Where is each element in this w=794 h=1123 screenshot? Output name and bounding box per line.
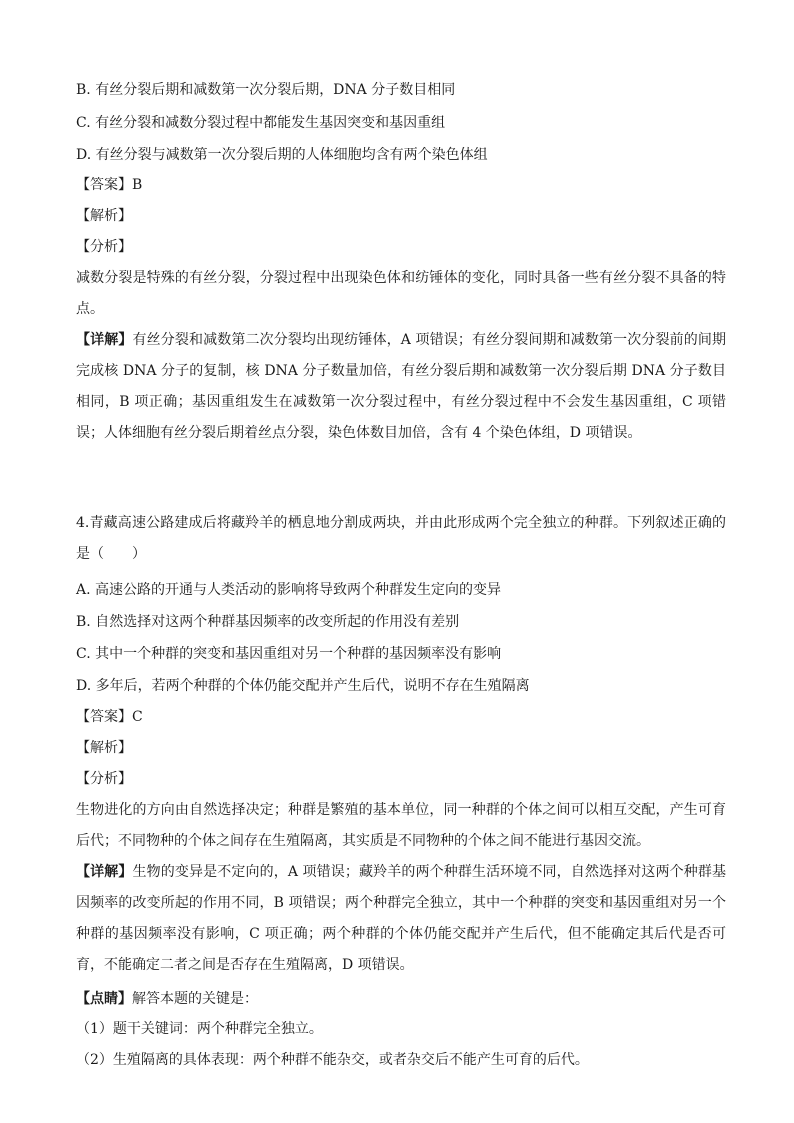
q4-detail (76, 857, 726, 981)
q4-point-1: （1）题干关键词：两个种群完全独立。 (76, 1021, 323, 1037)
q4-point-2: （2）生殖隔离的具体表现：两个种群不能杂交，或者杂交后不能产生可育的后代。 (76, 1052, 589, 1068)
q4-fenxi-heading: 【分析】 (76, 771, 132, 787)
q3-detail (76, 325, 726, 449)
q4-option-c: C. 其中一个种群的突变和基因重组对另一个种群的基因频率没有影响 (76, 646, 502, 662)
q4-option-b: B. 自然选择对这两个种群基因频率的改变所起的作用没有差别 (76, 614, 460, 630)
q4-answer: 【答案】C (76, 709, 143, 725)
q3-fenxi-text: 减数分裂是特殊的有丝分裂，分裂过程中出现染色体和纺锤体的变化，同时具备一些有丝分裂不具备的特点。 (76, 270, 726, 317)
q4-dianjing-text: 解答本题的关键是： (132, 991, 258, 1007)
q4-dianjing (76, 989, 726, 1009)
q3-detail-text: 有丝分裂和减数第二次分裂均出现纺锤体，A 项错误；有丝分裂间期和减数第一次分裂前的间期完成核 DNA 分子的复制，核 DNA 分子数量加倍，有丝分裂后期和减数第一次分裂后期 DNA 分子数目相同，B 项正确；基因重组发生在减数第一次分裂过程中，有丝分裂过程中不会发生基因重组，C 项错误；人体细胞有丝分裂后期着丝点分裂，染色体数目加倍，含有 4 个染色体组，D 项错误。 (76, 332, 726, 441)
q3-answer: 【答案】B (76, 177, 143, 193)
q3-fenxi-heading: 【分析】 (76, 239, 132, 255)
q4-option-a: A. 高速公路的开通与人类活动的影响将导致两个种群发生定向的变异 (76, 582, 502, 598)
q4-analysis-heading: 【解析】 (76, 740, 132, 756)
q3-option-d: D. 有丝分裂与减数第一次分裂后期的人体细胞均含有两个染色体组 (76, 147, 488, 163)
q4-fenxi-text: 生物进化的方向由自然选择决定；种群是繁殖的基本单位，同一种群的个体之间可以相互交配，产生可育后代；不同物种的个体之间存在生殖隔离，其实质是不同物种的个体之间不能进行基因交流。 (76, 802, 726, 849)
q3-detail-label: 【详解】 (76, 332, 133, 348)
q3-option-b: B. 有丝分裂后期和减数第一次分裂后期，DNA 分子数目相同 (76, 82, 456, 98)
q3-option-c: C. 有丝分裂和减数分裂过程中都能发生基因突变和基因重组 (76, 115, 446, 131)
q4-detail-text: 生物的变异是不定向的，A 项错误；藏羚羊的两个种群生活环境不同，自然选择对这两个种群基因频率的改变所起的作用不同，B 项错误；两个种群完全独立，其中一个种群的突变和基因重组对另一个种群的基因频率没有影响，C 项正确；两个种群的个体仍能交配并产生后代，但不能确定其后代是否可育，不能确定二者之间是否存在生殖隔离，D 项错误。 (76, 864, 726, 973)
q3-analysis-heading: 【解析】 (76, 208, 132, 224)
q4-dianjing-label: 【点睛】 (76, 991, 132, 1007)
q4-detail-label: 【详解】 (76, 864, 133, 880)
q4-stem: 4.青藏高速公路建成后将藏羚羊的栖息地分割成两块，并由此形成两个完全独立的种群。下列叙述正确的是（ ） (76, 515, 726, 562)
q4-option-d: D. 多年后，若两个种群的个体仍能交配并产生后代，说明不存在生殖隔离 (76, 678, 530, 694)
